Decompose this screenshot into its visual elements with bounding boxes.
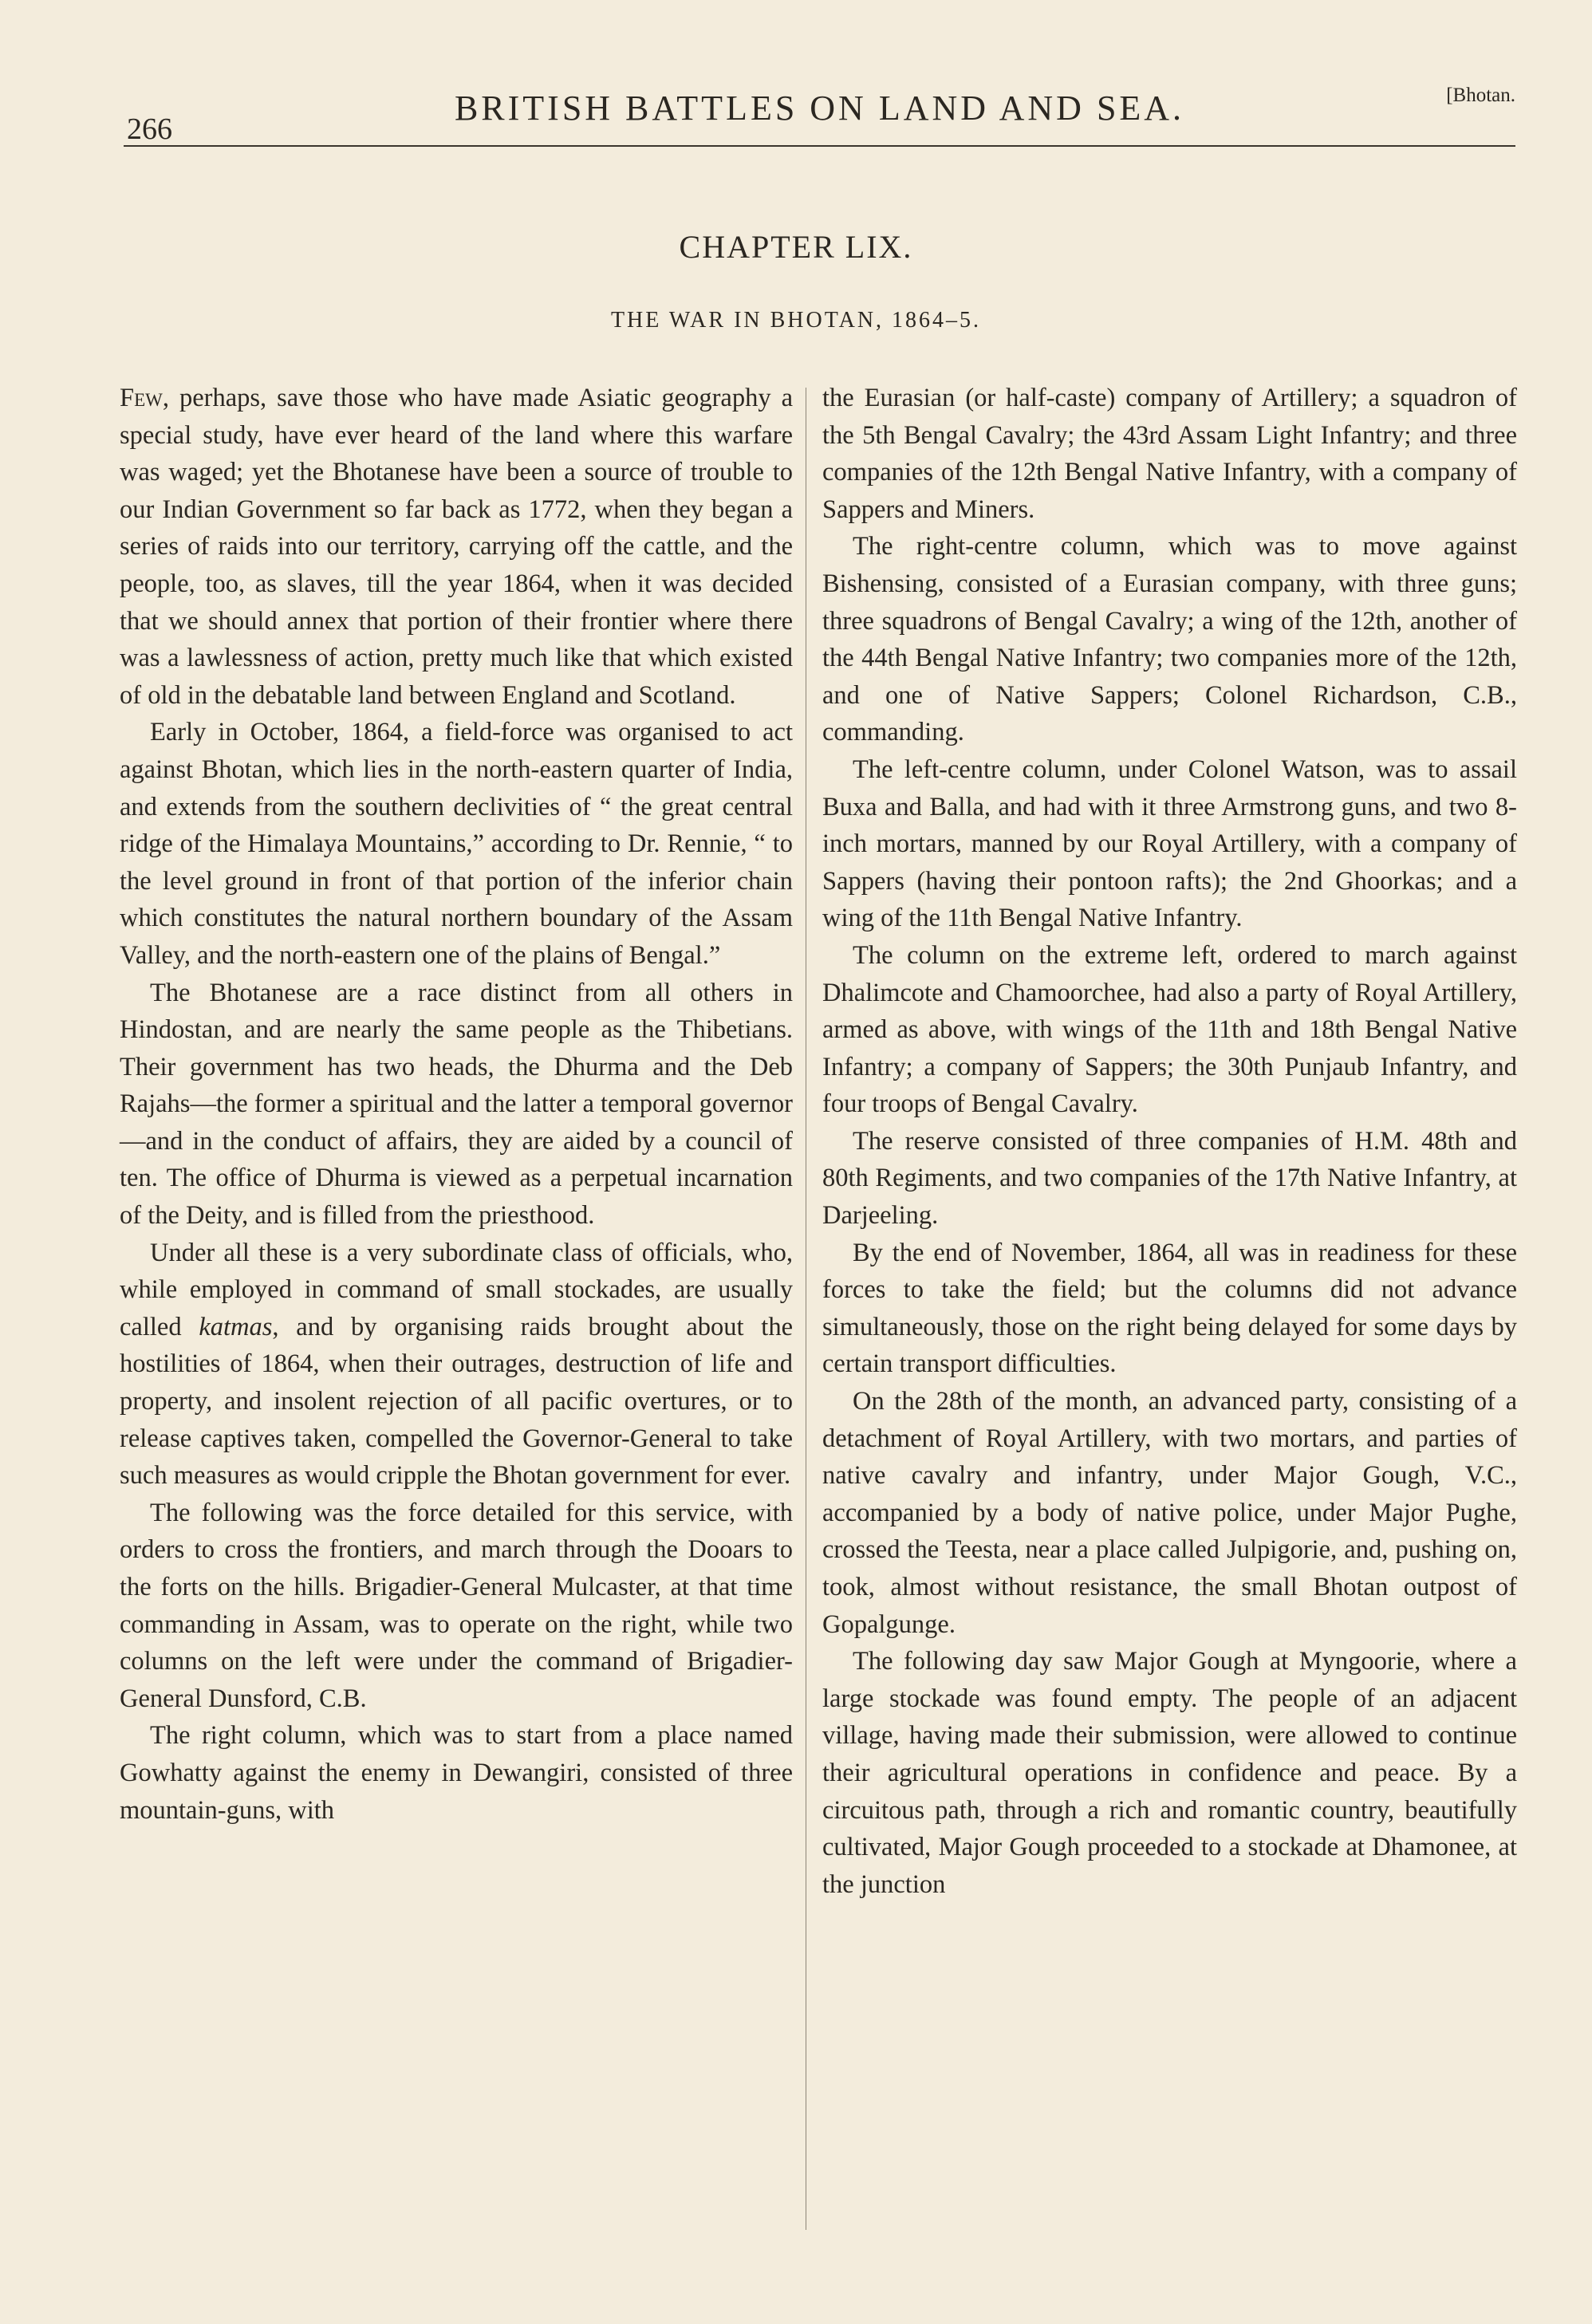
italic-term: katmas (199, 1312, 273, 1341)
chapter-subtitle: THE WAR IN BHOTAN, 1864–5. (610, 308, 982, 333)
paragraph: The right column, which was to start from a place named Gowhatty against the enemy in Dewangiri, consisted of three mountain-guns, with (120, 1721, 793, 1825)
paragraph: The left-centre column, under Colonel Watson, was to assail Buxa and Balla, and had with it three Armstrong guns, and two 8-inch mortars, manned by our Royal Artillery, with a company of Sappers (having their pontoon rafts); the 2nd Ghoorkas; and a wing of the 11th Bengal Native Infantry. (822, 754, 1517, 933)
paragraph: The following was the force detailed for this service, with orders to cross the frontiers, and march through the Dooars to the forts on the hills. Brigadier-General Mulcaster, at that time commanding in Assam, was to operate on the right, while two columns on the left were under the command of Brigadier-General Dunsford, C.B. (120, 1498, 793, 1713)
paragraph: By the end of November, 1864, all was in readiness for these forces to take the field; but the columns did not advance simultaneously, those on the right being delayed for some days by certain transport difficulties. (822, 1238, 1517, 1379)
paragraph (120, 380, 793, 714)
page-number: 266 (127, 112, 172, 146)
right-column (822, 380, 1517, 1903)
paragraph-text: Under all these is a very subordinate class of officials, who, while employed in command of small stockades, are usually called (120, 1238, 793, 1341)
paragraph-text: , and by organising raids brought about the hostilities of 1864, when their outrages, destruction of life and property, and insolent rejection of all pacific overtures, or to release captives taken, compelled the Governor-General to take such measures as would cripple the Bhotan government for ever. (120, 1312, 793, 1491)
drop-word: Few (120, 384, 163, 412)
paragraph: The following day saw Major Gough at Myngoorie, where a large stockade was found empty. The people of an adjacent village, having made their submission, were allowed to continue their agricultural operations in confidence and peace. By a circuitous path, through a rich and romantic country, beautifully cultivated, Major Gough proceeded to a stockade at Dhamonee, at the junction (822, 1647, 1517, 1899)
paragraph: Early in October, 1864, a field-force was organised to act against Bhotan, which lies in the north-eastern quarter of India, and extends from the southern declivities of “ the great central ridge of the Himalaya Mountains,” according to Dr. Rennie, “ to the level ground in front of that portion of the inferior chain which constitutes the natural northern boundary of the Assam Valley, and the north-eastern one of the plains of Bengal.” (120, 718, 793, 970)
paragraph (120, 1235, 793, 1495)
page-header (124, 73, 1515, 147)
chapter-title: CHAPTER LIX. (679, 229, 913, 265)
paragraph: The column on the extreme left, ordered to march against Dhalimcote and Chamoorchee, had also a party of Royal Artillery, armed as above, with wings of the 11th and 18th Bengal Native Infantry; a company of Sappers; the 30th Punjaub Infantry, and four troops of Bengal Cavalry. (822, 940, 1517, 1119)
paragraph: The Bhotanese are a race distinct from all others in Hindostan, and are nearly the same people as the Thibetians. Their government has two heads, the Dhurma and the Deb Rajahs—the former a spiritual and the latter a temporal governor—and in the conduct of affairs, they are aided by a council of ten. The office of Dhurma is viewed as a perpetual incarnation of the Deity, and is filled from the priesthood. (120, 978, 793, 1231)
paragraph: the Eurasian (or half-caste) company of Artillery; a squadron of the 5th Bengal Cavalry; the 43rd Assam Light Infantry; and three companies of the 12th Bengal Native Infantry, with a company of Sappers and Miners. (822, 384, 1517, 524)
paragraph: The right-centre column, which was to move against Bishensing, consisted of a Eurasian company, with three guns; three squadrons of Bengal Cavalry; a wing of the 12th, another of the 44th Bengal Native Infantry; two companies more of the 12th, and one of Native Sappers; Colonel Richardson, C.B., commanding. (822, 532, 1517, 747)
running-title: BRITISH BATTLES ON LAND AND SEA. (454, 89, 1185, 128)
paragraph: The reserve consisted of three companies of H.M. 48th and 80th Regiments, and two companies of the 17th Native Infantry, at Darjeeling. (822, 1126, 1517, 1231)
paragraph: On the 28th of the month, an advanced party, consisting of a detachment of Royal Artillery, with two mortars, and parties of native cavalry and infantry, under Major Gough, V.C., accompanied by a body of native police, under Major Pughe, crossed the Teesta, near a place called Julpigorie, and, pushing on, took, almost without resistance, the small Bhotan outpost of Gopalgunge. (822, 1387, 1517, 1639)
section-tag: [Bhotan. (1446, 85, 1515, 106)
paragraph-text: , perhaps, save those who have made Asiatic geography a special study, have ever heard of the land where this warfare was waged; yet the Bhotanese have been a source of trouble to our Indian Government so far back as 1772, when they began a series of raids into our territory, carrying off the cattle, and the people, too, as slaves, till the year 1864, when it was decided that we should annex that portion of their frontier where there was a lawlessness of action, pretty much like that which existed of old in the debatable land between England and Scotland. (120, 384, 793, 710)
left-column (120, 380, 793, 1829)
